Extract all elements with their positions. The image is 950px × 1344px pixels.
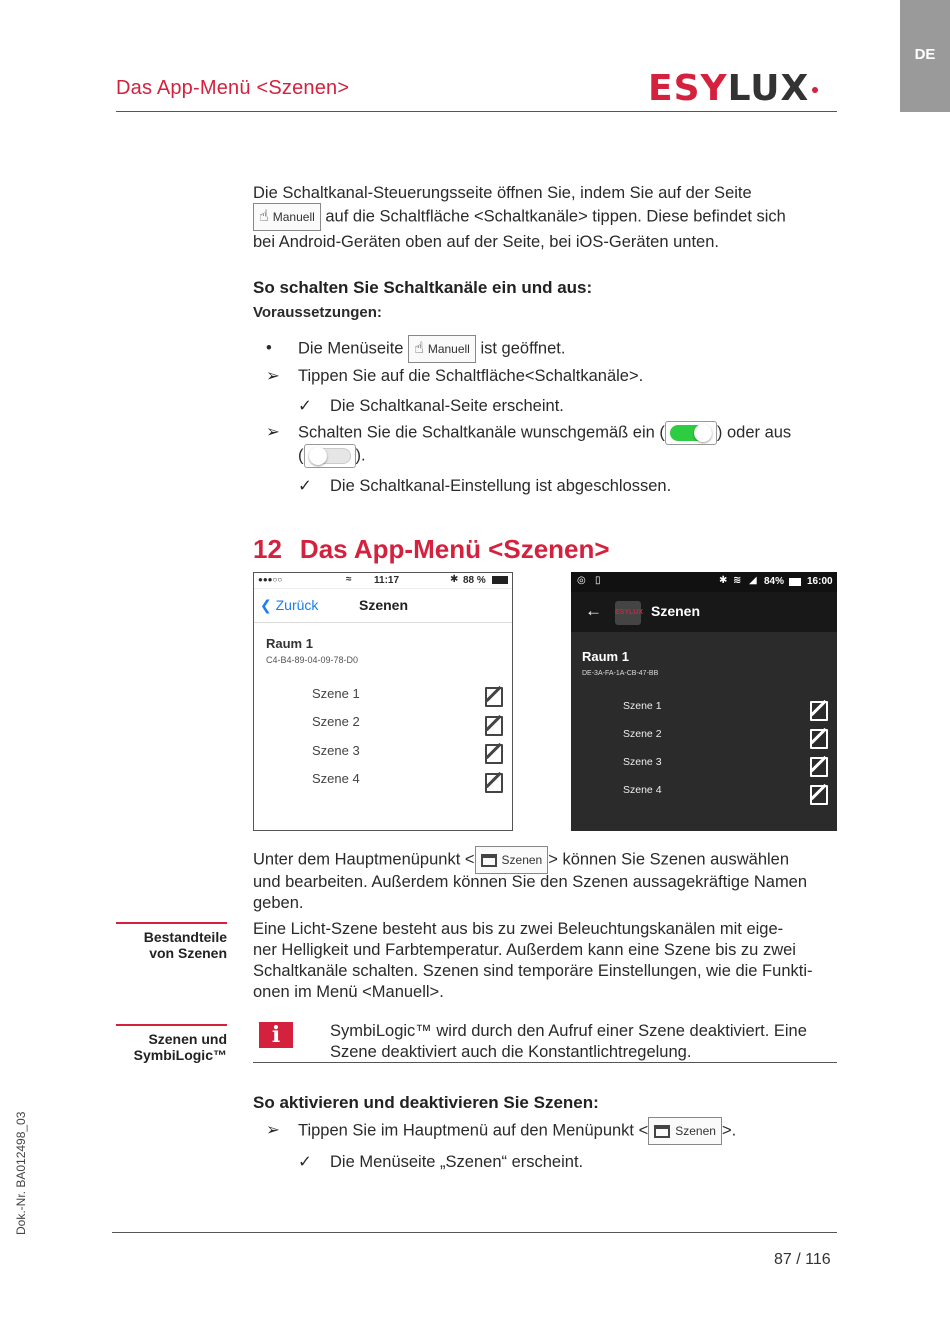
bluetooth-icon: ✱ (450, 574, 459, 585)
esylux-logo: ESYLUX (648, 68, 818, 109)
bestandteile-line-4: onen im Menü <Manuell>. (253, 983, 444, 1001)
whatsapp-icon: ◎ (577, 575, 586, 586)
info-icon: i (259, 1022, 293, 1048)
wifi-icon: ≋ (733, 575, 742, 586)
hand-pointer-icon: ☝ (259, 208, 269, 225)
clapperboard-icon (654, 1125, 670, 1138)
hand-pointer-icon: ☝ (414, 340, 424, 357)
ios-screen-title: Szenen (359, 597, 409, 613)
document-number: Dok.-Nr. BA012498_03 (14, 1111, 28, 1235)
szenen-intro-line-1: Unter dem Hauptmenüpunkt < Szenen > können Sie Szenen auswählen (253, 846, 789, 874)
android-status-bar: ◎ ▯ ✱ ≋ ◢ 84% 16:00 (571, 572, 837, 592)
app-logo: ESYLUX (615, 601, 641, 625)
room-name: Raum 1 (266, 636, 313, 651)
signal-icon: ◢ (749, 575, 757, 586)
bestandteile-line-1: Eine Licht-Szene besteht aus bis zu zwei Beleuchtungskanälen mit eige- (253, 920, 784, 938)
intro-line-1: Die Schaltkanal-Steuerungsseite öffnen Sie, indem Sie auf der Seite (253, 184, 752, 202)
edit-icon[interactable] (810, 701, 828, 721)
scene-item[interactable]: Szene 3 (312, 743, 360, 758)
back-button[interactable]: ❮ Zurück (260, 597, 319, 613)
android-app-bar (571, 592, 837, 632)
scene-item[interactable]: Szene 4 (623, 784, 662, 796)
scene-item[interactable]: Szene 2 (623, 728, 662, 740)
battery-icon (789, 578, 801, 586)
manuell-button-image: ☝ Manuell (408, 335, 476, 363)
info-divider (253, 1062, 837, 1063)
edit-icon[interactable] (485, 716, 503, 736)
ios-status-bar: ●●●○○ ≈ 11:17 ✱ 88 % (254, 573, 512, 589)
edit-icon[interactable] (485, 687, 503, 707)
side-label-symbilogic: Szenen und SymbiLogic™ (133, 1031, 227, 1063)
bestandteile-line-3: Schaltkanäle schalten. Szenen sind temporäre Einstellungen, wie die Funkti- (253, 962, 813, 980)
switch-heading: So schalten Sie Schaltkanäle ein und aus: (253, 278, 593, 297)
signal-icon: ●●●○○ (258, 575, 283, 584)
page-header-title: Das App-Menü <Szenen> (116, 77, 350, 99)
edit-icon[interactable] (810, 729, 828, 749)
toggle-on-icon (665, 421, 717, 445)
prereq-label: Voraussetzungen: (253, 304, 382, 321)
intro-line-3: bei Android-Geräten oben auf der Seite, bei iOS-Geräten unten. (253, 233, 719, 251)
result-item: ✓ Die Menüseite „Szenen“ erscheint. (298, 1153, 584, 1171)
side-divider (116, 1024, 227, 1026)
ios-nav-bar (254, 589, 512, 623)
step-item: ➢ Tippen Sie auf die Schaltfläche<Schaltkanäle>. (266, 367, 644, 385)
bluetooth-icon: ✱ (719, 575, 728, 586)
symbilogic-line-2: Szene deaktiviert auch die Konstantlichtregelung. (330, 1043, 692, 1061)
android-screen-title: Szenen (651, 603, 701, 619)
step-item-continued: ( ). (298, 444, 366, 468)
edit-icon[interactable] (810, 757, 828, 777)
room-name: Raum 1 (582, 649, 629, 664)
chapter-heading: 12 Das App-Menü <Szenen> (253, 534, 610, 564)
scene-item[interactable]: Szene 3 (623, 756, 662, 768)
scene-item[interactable]: Szene 4 (312, 771, 360, 786)
bestandteile-line-2: ner Helligkeit und Farbtemperatur. Außerdem kann eine Szene bis zu zwei (253, 941, 796, 959)
edit-icon[interactable] (485, 773, 503, 793)
scene-item[interactable]: Szene 1 (312, 686, 360, 701)
symbilogic-line-1: SymbiLogic™ wird durch den Aufruf einer Szene deaktiviert. Eine (330, 1022, 807, 1040)
ios-screenshot (253, 572, 513, 831)
edit-icon[interactable] (485, 744, 503, 764)
scene-item[interactable]: Szene 2 (312, 714, 360, 729)
side-label-bestandteile: Bestandteile von Szenen (143, 929, 227, 961)
battery-icon (492, 576, 508, 584)
scene-item[interactable]: Szene 1 (623, 700, 662, 712)
szenen-button-image: Szenen (648, 1117, 722, 1145)
android-screenshot (571, 572, 837, 831)
side-divider (116, 922, 227, 924)
bullet-item: • Die Menüseite ☝ Manuell ist geöffnet. (266, 335, 826, 363)
activate-heading: So aktivieren und deaktivieren Sie Szenen: (253, 1093, 599, 1112)
step-item: ➢ Schalten Sie die Schaltkanäle wunschgemäß ein ( ) oder aus (266, 421, 791, 445)
room-mac: C4-B4-89-04-09-78-D0 (266, 655, 359, 665)
szenen-button-image: Szenen (475, 846, 549, 874)
page-number: 87 / 116 (774, 1251, 831, 1268)
edit-icon[interactable] (810, 785, 828, 805)
room-mac: DE-3A-FA-1A-CB-47-BB (582, 670, 659, 677)
szenen-intro-line-3: geben. (253, 894, 304, 912)
language-tab: DE (900, 0, 950, 112)
toggle-off-icon (304, 444, 356, 468)
wifi-icon: ≈ (346, 574, 352, 585)
arrow-left-icon[interactable]: ← (585, 601, 602, 620)
header-divider (116, 111, 837, 112)
szenen-intro-line-2: und bearbeiten. Außerdem können Sie den Szenen aussagekräftige Namen (253, 873, 808, 891)
manuell-button-image: ☝ Manuell (253, 203, 321, 231)
result-item: ✓ Die Schaltkanal-Seite erscheint. (298, 397, 564, 415)
result-item: ✓ Die Schaltkanal-Einstellung ist abgeschlossen. (298, 477, 672, 495)
step-item: ➢ Tippen Sie im Hauptmenü auf den Menüpunkt < Szenen >. (266, 1117, 736, 1145)
clapperboard-icon (481, 854, 497, 867)
footer-divider (112, 1232, 837, 1233)
chevron-left-icon: ❮ (260, 597, 272, 613)
intro-line-2: ☝ Manuell auf die Schaltfläche <Schaltkanäle> tippen. Diese befindet sich (253, 203, 786, 231)
phone-icon: ▯ (595, 575, 601, 586)
